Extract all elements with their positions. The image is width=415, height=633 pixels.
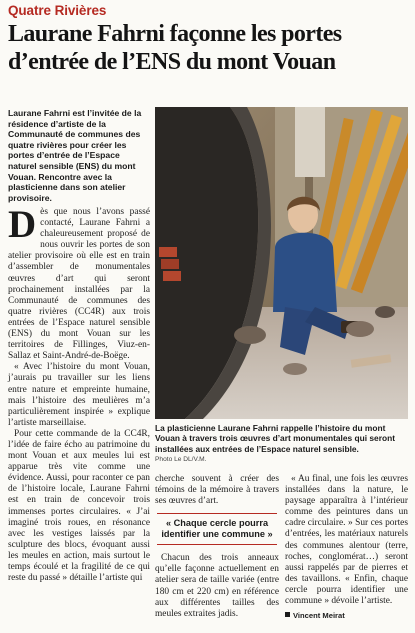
square-bullet-icon: [285, 612, 290, 617]
workshop-illustration: [155, 107, 408, 419]
article-column-1: [8, 203, 150, 584]
article-column-2: [155, 474, 279, 620]
paragraph: ès que nous l’avons passé contacté, Laurane Fahrni a chaleureusement proposé de nous ouvrir les portes de son atelier provisoire où elle est en train d’assembler de monumentales œuvres d’art qui seront prochainement installées par la Communauté de communes des quatre rivières (CC4R) aux trois entrées de l’Espace naturel sensible (ENS) du mont Vouan sur les territoires de Fillinges, Viuz-en-Sallaz et Saint-André-de-Boëge.: [8, 207, 150, 362]
paragraph: Pour cette commande de la CC4R, l’idée de faire écho au patrimoine du mont Vouan et aux meules lui est apparue très vite comme une évidence. Aussi, pour raconter ce pan de l’histoire locale, Laurane Fahrni est en train de concevoir trois immenses portes circulaires. « J’ai imaginé trois roues, en résonance avec les vestiges laissés par la sculpture des blocs, évoquant aussi les meules en action, mais surtout le temps écoulé et la fragilité de ce qui reste du passé » détaille l’artiste qui: [8, 428, 150, 584]
paragraph: cherche souvent à créer des témoins de la mémoire à travers ses œuvres d’art.: [155, 474, 279, 507]
article-lead: Laurane Fahrni est l’invitée de la résidence d’artiste de la Communauté de communes des quatre rivières pour créer les portes d’entrée de l’Espace naturel sensible (ENS) du mont Vouan. Rencontre avec la plasticienne dans son atelier provisoire.: [8, 108, 142, 203]
paragraph: « Avec l’histoire du mont Vouan, j’aurais pu travailler sur les liens entre nature et empreinte humaine, mais l’histoire des meulières m’a particulièrement inspirée » explique l’artiste marseillaise.: [8, 362, 150, 428]
article-headline: Laurane Fahrni façonne les portes d’entrée de l’ENS du mont Vouan: [8, 21, 342, 75]
article-column-3: [285, 474, 408, 621]
author-signature: [285, 610, 408, 621]
pull-quote: « Chaque cercle pourra identifier une commune »: [157, 513, 277, 545]
article-photo: [155, 107, 408, 419]
paragraph: Chacun des trois anneaux qu’elle façonne actuellement en atelier sera de taille variée (entre 180 cm et 220 cm) en référence aux différentes tailles des meules extraites jadis.: [155, 553, 279, 619]
author-name: Vincent Meirat: [293, 611, 345, 621]
caption-text: La plasticienne Laurane Fahrni rappelle l’histoire du mont Vouan à travers trois œuvres d’art monumentales qui seront installées aux entrées de l’Espace naturel sensible.: [155, 423, 395, 454]
photo-credit: Photo Le DL/V.M.: [155, 455, 207, 463]
drop-cap: D: [8, 203, 37, 246]
section-kicker: Quatre Rivières: [8, 3, 107, 18]
photo-caption: [155, 423, 408, 465]
paragraph: « Au final, une fois les œuvres installées dans la nature, le paysage apparaîtra à l’intérieur comme des peintures dans un cadre circulaire. » Sur ces portes d’entrées, les matériaux naturels des communes alentour (terre, roches, conglomérat…) seront aussi rappelés par de pierres et des tavaillons. « Enfin, chaque cercle pourra identifier une commune » dévoile l’artiste.: [285, 474, 408, 607]
